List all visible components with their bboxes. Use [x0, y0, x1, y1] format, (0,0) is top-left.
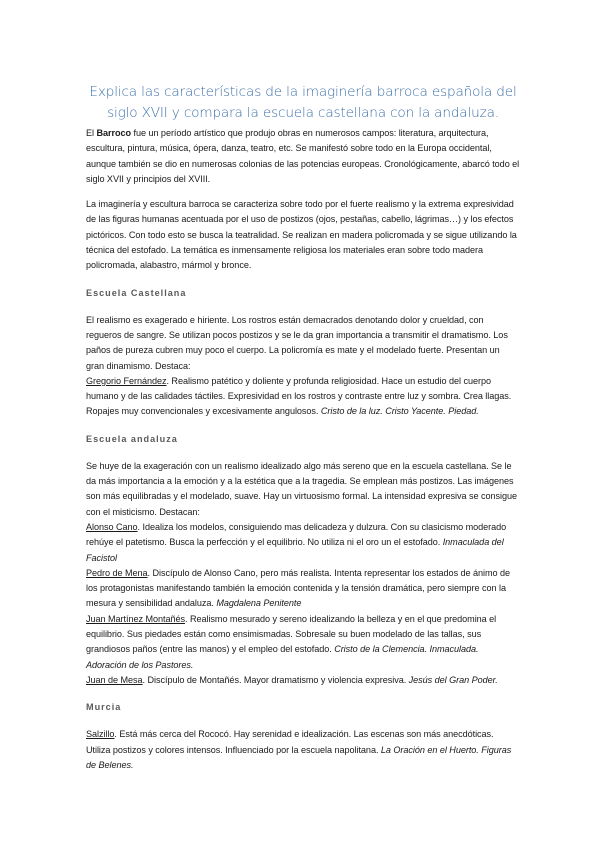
artist-description: . Idealiza los modelos, consiguiendo mas delicadeza y dulzura. Con su clasicismo moderado rehúye el patetismo. Busca la perfección y el equilibrio. No utiliza ni el oro un el estofado.: [86, 521, 507, 548]
artist-works: Inmaculada del Facistol: [86, 537, 504, 563]
andaluza-artist-entry: [86, 520, 520, 566]
document-page: [86, 82, 520, 773]
section-heading-andaluza: Escuela andaluza: [86, 433, 178, 444]
intro-prefix: El: [86, 128, 97, 138]
murcia-artist-entry: [86, 727, 520, 773]
artist-name: Juan de Mesa: [86, 674, 143, 685]
artist-works: Cristo de la luz. Cristo Yacente. Piedad.: [320, 406, 479, 417]
artist-name: Gregorio Fernández: [86, 375, 167, 386]
andaluza-artist-entry: [86, 673, 520, 688]
intro-rest: fue un período artístico que produjo obras en numerosos campos: literatura, arquitectura, escultura, pintura, música, ópera, danza, teatro, etc. Se manifestó sobre todo en la Europa occidental, aunque también se dio en numerosas colonias de las potencias europeas. Cronológicamente, abarcó todo el siglo XVII y principios del XVIII.: [86, 128, 520, 184]
artist-description: . Discípulo de Alonso Cano, pero más realista. Intenta representar los estados de ánimo de los protagonistas manifestando también la emoción contenida y la tensión dramática, pero siempre con la mesura y sensibilidad andaluza.: [86, 567, 511, 609]
artist-description: . Realismo mesurado y sereno idealizando la belleza y en el que predomina el equilibrio. Sus piedades están como ensimismadas. Sobresale su buen modelado de las tallas, sus grandiosos paños (entre las manos) y el empleo del estofado.: [86, 613, 497, 655]
castellana-artist-entry: [86, 374, 520, 420]
artist-works: Magdalena Penitente: [216, 598, 302, 609]
intro-paragraph-2: La imaginería y escultura barroca se caracteriza sobre todo por el fuerte realismo y la extrema expresividad de las figuras humanas acentuada por el uso de postizos (ojos, pestañas, cabello, lágrimas…) y los efectos pictóricos. Con todo esto se busca la teatralidad. Se realizan en madera policromada y se sigue utilizando la técnica del estofado. La temática es inmensamente religiosa los materiales eran sobre todo madera policromada, alabastro, mármol y bronce.: [86, 199, 517, 271]
artist-works: Cristo de la Clemencia. Inmaculada. Adoración de los Pastores.: [86, 644, 479, 670]
castellana-paragraph: El realismo es exagerado e hiriente. Los rostros están demacrados denotando dolor y crueldad, con regueros de sangre. Se utilizan pocos postizos y se le da gran importancia a transmitir el dramatismo. Los paños de pureza cubren muy poco el cuerpo. La policromía es mate y el modelado fuerte. Presentan un gran dinamismo. Destaca:: [86, 314, 508, 371]
artist-name: Salzillo: [86, 729, 115, 740]
intro-bold-term: Barroco: [96, 128, 131, 138]
document-title: Explica las características de la imaginería barroca española del siglo XVII y compara la escuela castellana con la andaluza.: [89, 84, 517, 121]
andaluza-paragraph: Se huye de la exageración con un realismo idealizado algo más sereno que en la escuela castellana. Se le da más importancia a la emoción y a la estética que a la tragedia. Se emplean más postizos. Las imágenes son más equilibradas y el modelado, suave. Hay un virtuosismo formal. La intensidad expresiva se consigue con el misticismo. Destacan:: [86, 460, 517, 517]
artist-name: Juan Martínez Montañés: [86, 613, 185, 624]
section-heading-murcia: Murcia: [86, 702, 122, 713]
artist-works: La Oración en el Huerto. Figuras de Belenes.: [86, 744, 512, 770]
intro-paragraph-1: [86, 126, 520, 187]
artist-name: Alonso Cano: [86, 521, 138, 532]
artist-works: Jesús del Gran Poder.: [408, 674, 498, 685]
section-heading-castellana: Escuela Castellana: [86, 287, 187, 298]
artist-description: . Discípulo de Montañés. Mayor dramatismo y violencia expresiva.: [142, 674, 409, 685]
andaluza-artist-entry: [86, 566, 520, 612]
artist-description: . Realismo patético y doliente y profunda religiosidad. Hace un estudio del cuerpo humano y de las calidades táctiles. Expresividad en los rostros y contraste entre luz y sombra. Crea llagas. Ropajes muy convencionales y excesivamente angulosos.: [86, 375, 512, 417]
artist-name: Pedro de Mena: [86, 567, 148, 578]
artist-description: . Está más cerca del Rococó. Hay serenidad e idealización. Las escenas son más anecdóticas. Utiliza postizos y colores intensos. Influenciado por la escuela napolitana.: [86, 729, 494, 755]
andaluza-artist-entry: [86, 612, 520, 673]
